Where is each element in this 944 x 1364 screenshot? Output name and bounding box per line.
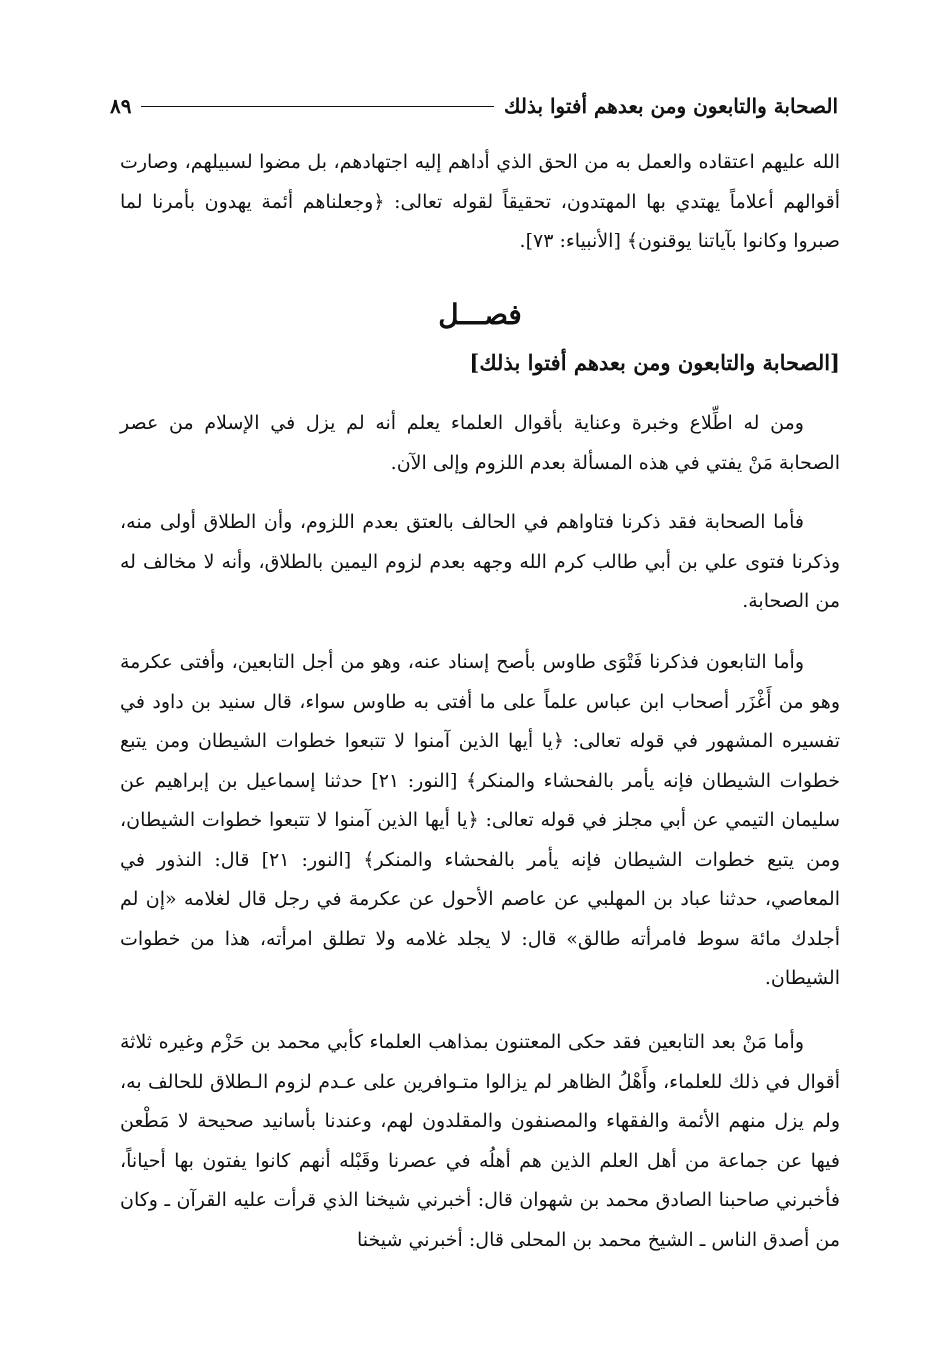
intro-text-block — [120, 143, 840, 262]
paragraph-1: ومن له اطِّلاع وخبرة وعناية بأقوال العلماء يعلم أنه لم يزل في الإسلام من عصر الصحابة مَنْ يفتي في هذه المسألة بعدم اللزوم وإلى الآن. — [120, 412, 840, 474]
paragraph-3-block — [120, 643, 840, 999]
section-heading: فصـــل — [438, 298, 522, 331]
page-number: ٨٩ — [110, 94, 132, 118]
paragraph-2-block — [120, 503, 840, 622]
section-subheading: [الصحابة والتابعون ومن بعدهم أفتوا بذلك] — [469, 350, 840, 375]
header-rule — [141, 106, 494, 107]
running-header-title: الصحابة والتابعون ومن بعدهم أفتوا بذلك — [504, 94, 838, 118]
paragraph-4: وأما مَنْ بعد التابعين فقد حكى المعتنون بمذاهب العلماء كأبي محمد بن حَزْم وغيره ثلاثة أقوال في ذلك للعلماء، وأَهْلُ الظاهر لم يزالوا متـوافرين على عـدم لزوم الـطلاق للحالف به، ولم يزل منهم الأئمة والفقهاء والمصنفون والمقلدون لهم، وعندنا بأسانيد صحيحة لا مَطْعن فيها عن جماعة من أهل العلم الذين هم أهلُه في عصرنا وقَبْله أنهم كانوا يفتون بها أحياناً، فأخبرني صاحبنا الصادق محمد بن شهوان قال: أخبرني شيخنا الذي قرأت عليه القرآن ـ وكان من أصدق الناس ـ الشيخ محمد بن المحلى قال: أخبرني شيخنا — [120, 1031, 840, 1251]
running-header — [110, 88, 838, 124]
paragraph-1-block — [120, 404, 840, 483]
paragraph-3: وأما التابعون فذكرنا فَتْوَى طاوس بأصح إسناد عنه، وهو من أجل التابعين، وأفتى عكرمة وهو من أَغْزَر أصحاب ابن عباس علماً على ما أفتى به طاوس سواء، قال سنيد بن داود في تفسيره المشهور في قوله تعالى: ﴿يا أيها الذين آمنوا لا تتبعوا خطوات الشيطان ومن يتبع خطوات الشيطان فإنه يأمر بالفحشاء والمنكر﴾ [النور: ٢١] حدثنا إسماعيل بن إبراهيم عن سليمان التيمي عن أبي مجلز في قوله تعالى: ﴿يا أيها الذين آمنوا لا تتبعوا خطوات الشيطان، ومن يتبع خطوات الشيطان فإنه يأمر بالفحشاء والمنكر﴾ [النور: ٢١] قال: النذور في المعاصي، حدثنا عباد بن المهلبي عن عاصم الأحول عن عكرمة في رجل قال لغلامه «إن لم أجلدك مائة سوط فامرأته طالق» قال: لا يجلد غلامه ولا تطلق امرأته، هذا من خطوات الشيطان. — [120, 651, 840, 989]
paragraph-2: فأما الصحابة فقد ذكرنا فتاواهم في الحالف بالعتق بعدم اللزوم، وأن الطلاق أولى منه، وذكرنا فتوى علي بن أبي طالب كرم الله وجهه بعدم لزوم اليمين بالطلاق، وأنه لا مخالف له من الصحابة. — [120, 511, 840, 612]
intro-paragraph: الله عليهم اعتقاده والعمل به من الحق الذي أداهم إليه اجتهادهم، بل مضوا لسبيلهم، وصارت أقوالهم أعلاماً يهتدي بها المهتدون، تحقيقاً لقوله تعالى: ﴿وجعلناهم أئمة يهدون بأمرنا لما صبروا وكانوا بآياتنا يوقنون﴾ [الأنبياء: ٧٣]. — [120, 151, 840, 252]
paragraph-4-block — [120, 1023, 840, 1260]
